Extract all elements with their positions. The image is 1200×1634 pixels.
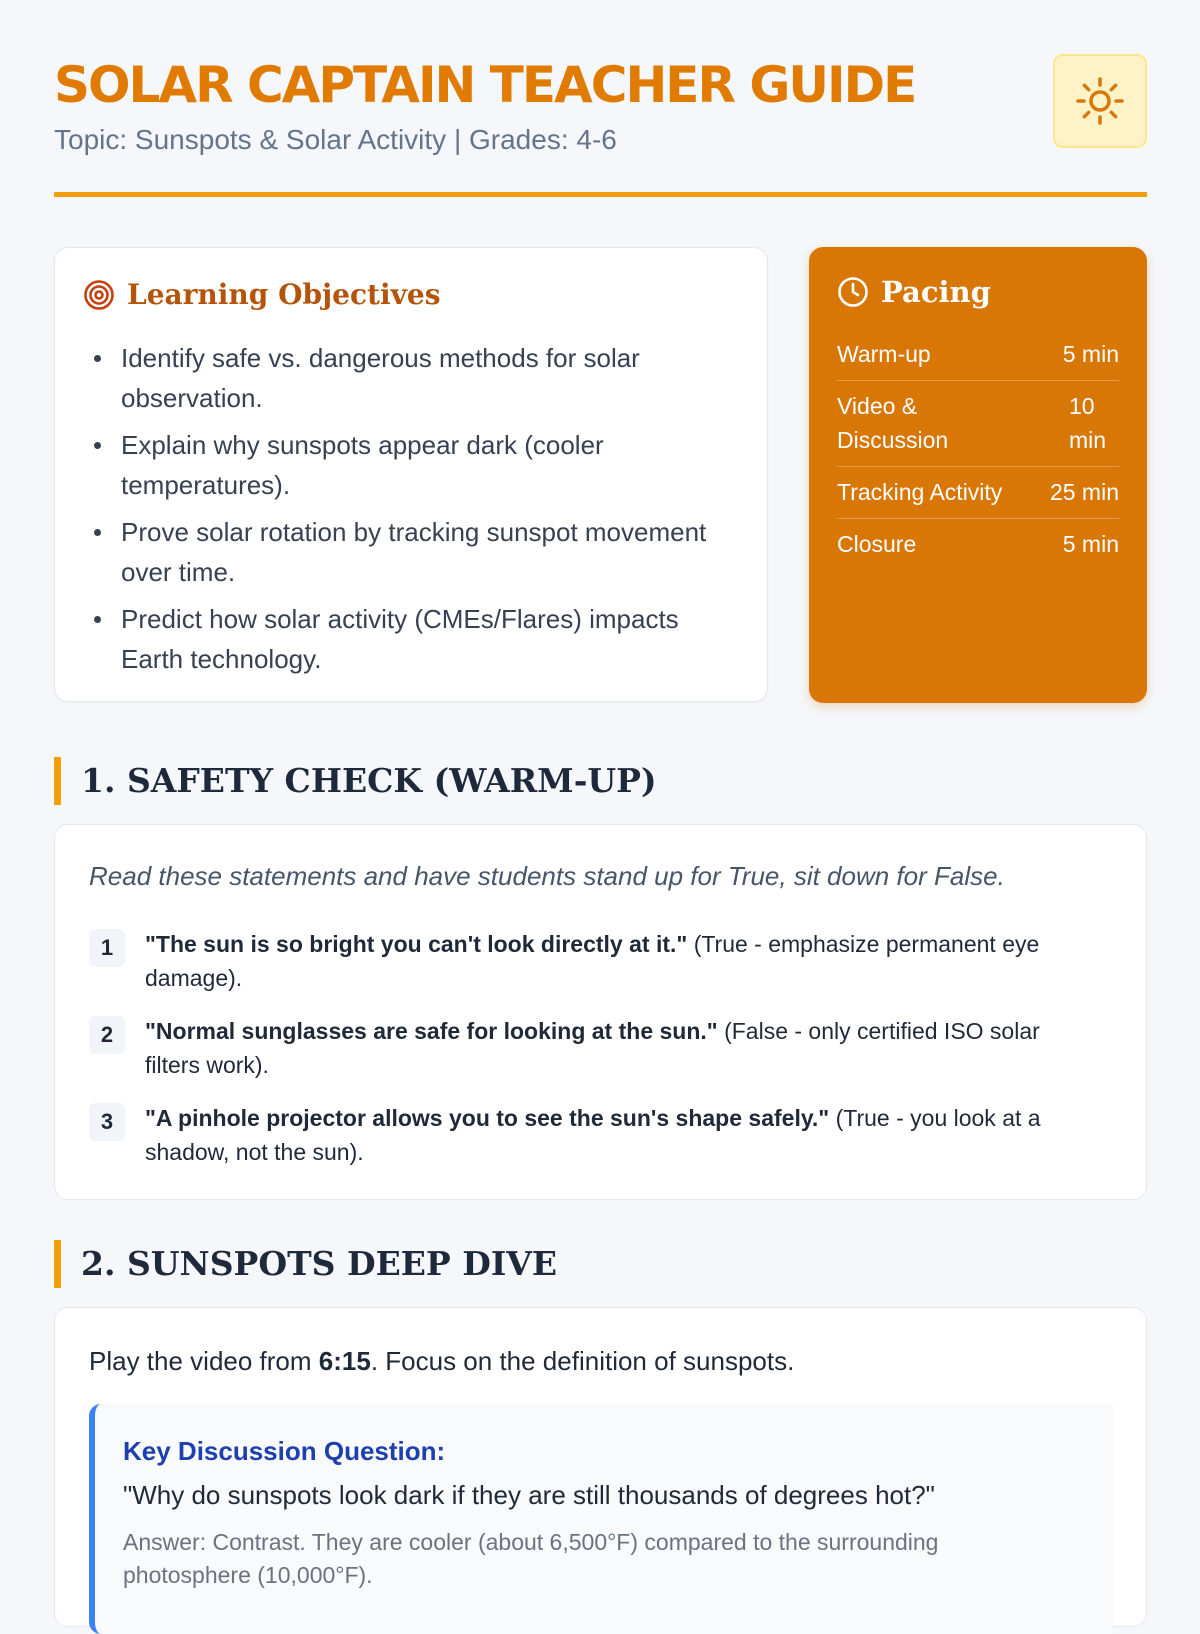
learning-objectives-header: [83, 278, 440, 311]
pacing-card: [809, 247, 1147, 703]
pacing-row: [837, 329, 1119, 381]
pacing-title: Pacing: [881, 275, 991, 309]
safety-intro: Read these statements and have students stand up for True, sit down for False.: [89, 861, 1005, 891]
objective-item: Predict how solar activity (CMEs/Flares) impacts Earth technology.: [121, 599, 741, 679]
pacing-row: [837, 519, 1119, 570]
question-answer: Answer: Contrast. They are cooler (about 6,500°F) compared to the surrounding photosphere (10,000°F).: [123, 1529, 939, 1588]
pacing-label: Video & Discussion: [837, 393, 949, 453]
statement-text: [145, 1101, 1089, 1169]
pacing-value: 5 min: [1062, 341, 1119, 367]
deep-dive-intro: [89, 1346, 794, 1377]
objectives-list: [121, 338, 741, 686]
statement-text: [145, 927, 1089, 995]
pacing-label: Tracking Activity: [837, 479, 1003, 505]
statement-number: 2: [89, 1016, 125, 1054]
sun-badge: [1053, 54, 1147, 148]
safety-section-title: 1. SAFETY CHECK (WARM-UP): [54, 757, 657, 805]
pacing-rows: [837, 329, 1119, 570]
clock-icon: [837, 276, 869, 308]
pacing-value: 5 min: [1062, 531, 1119, 557]
video-timestamp: 6:15: [318, 1346, 371, 1376]
statement-number: 1: [89, 929, 125, 967]
statement-item: [89, 1014, 1089, 1082]
safety-check-card: [54, 824, 1147, 1200]
pacing-label: Warm-up: [837, 341, 931, 367]
pacing-value: 10 min: [1069, 393, 1107, 453]
page-header: [54, 0, 1147, 197]
statement-note: (False - only certified ISO solar filters work).: [145, 1018, 1040, 1078]
learning-objectives-title: Learning Objectives: [127, 278, 441, 311]
objective-item: Explain why sunspots appear dark (cooler temperatures).: [121, 425, 741, 505]
question-label: Key Discussion Question:: [123, 1436, 446, 1466]
deep-dive-intro-text: . Focus on the definition of sunspots.: [370, 1346, 795, 1376]
teacher-guide-page: [54, 0, 1147, 1588]
deep-dive-section-title: 2. SUNSPOTS DEEP DIVE: [54, 1240, 557, 1288]
statement-quote: "A pinhole projector allows you to see the sun's shape safely.": [145, 1105, 830, 1131]
sun-icon: [1074, 75, 1126, 127]
objective-item: Prove solar rotation by tracking sunspot movement over time.: [121, 512, 741, 592]
statement-number: 3: [89, 1103, 125, 1141]
statement-quote: "Normal sunglasses are safe for looking at the sun.": [145, 1018, 718, 1044]
deep-dive-card: [54, 1307, 1147, 1627]
statement-note: (True - emphasize permanent eye damage).: [145, 931, 1040, 991]
question-text: "Why do sunspots look dark if they are still thousands of degrees hot?": [123, 1480, 935, 1510]
objective-item: Identify safe vs. dangerous methods for solar observation.: [121, 338, 741, 418]
deep-dive-intro-text: Play the video from: [89, 1346, 319, 1376]
pacing-row: [837, 467, 1119, 519]
statement-item: [89, 927, 1089, 995]
page-title: SOLAR CAPTAIN TEACHER GUIDE: [54, 56, 916, 114]
pacing-label: Closure: [837, 531, 917, 557]
pacing-row: [837, 381, 1119, 467]
pacing-value: 25 min: [1049, 479, 1119, 505]
statement-text: [145, 1014, 1089, 1082]
target-icon: [83, 279, 115, 311]
statement-note: (True - you look at a shadow, not the sun).: [145, 1105, 1041, 1165]
statement-item: [89, 1101, 1089, 1169]
learning-objectives-card: [54, 247, 768, 702]
page-subtitle: Topic: Sunspots & Solar Activity | Grades: 4-6: [54, 124, 617, 155]
statement-quote: "The sun is so bright you can't look directly at it.": [145, 931, 688, 957]
pacing-header: [837, 275, 991, 309]
